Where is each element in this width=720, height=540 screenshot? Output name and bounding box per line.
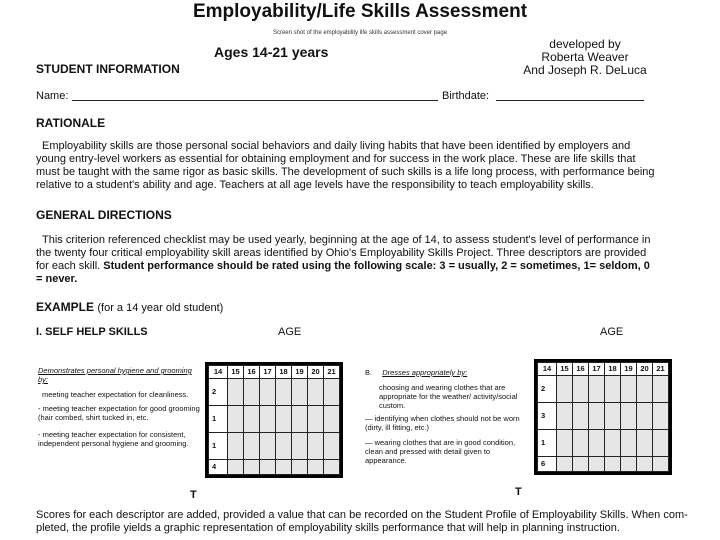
footer-line: pleted, the profile yields a graphic representation of employability skills performance that will help in planning instruction. (36, 522, 620, 534)
total-row (209, 460, 340, 475)
age-cell: 16 (573, 363, 589, 376)
right-descriptor: choosing and wearing clothes that are appropriate for the weather/ activity/social custom. (379, 383, 518, 410)
score-cell[interactable]: 3 (538, 403, 557, 430)
rationale-heading: RATIONALE (36, 116, 106, 130)
footer-text (36, 509, 716, 535)
rationale-text (36, 140, 716, 192)
right-skill-title: Dresses appropriately by: (382, 368, 468, 377)
example-subtitle: (for a 14 year old student) (97, 302, 224, 314)
age-cell: 19 (621, 363, 637, 376)
left-score-grid (205, 362, 343, 478)
right-skill-title-row (365, 368, 520, 377)
right-skill-letter: B. (365, 368, 373, 377)
age-cell: 16 (244, 366, 260, 379)
developed-by-line: developed by (549, 37, 621, 51)
name-label: Name: (36, 90, 69, 102)
age-cell: 21 (653, 363, 669, 376)
left-descriptor: - meeting teacher expectation for consistent, independent personal hygiene and grooming. (38, 430, 189, 448)
age-cell: 18 (605, 363, 621, 376)
developed-by (520, 38, 650, 77)
total-row (538, 457, 669, 472)
right-skill-description (365, 368, 520, 465)
directions-line: This criterion referenced checklist may be used yearly, beginning at the age of 14, to assess student's level of performance in (42, 234, 651, 246)
right-descriptor: — identifying when clothes should not be worn (dirty, ill fitting, etc.) (365, 414, 520, 432)
age-cell: 17 (260, 366, 276, 379)
total-marker-left: T (190, 489, 197, 501)
left-skill-title: Demonstrates personal hygiene and grooming by: (38, 366, 192, 384)
age-header-row (538, 363, 669, 376)
bold-rating-scale: Student performance should be rated using the following scale: 3 = usually, 2 = sometimes, 1= seldom, 0 (103, 260, 650, 272)
developed-by-line: Roberta Weaver (541, 50, 629, 64)
total-cell[interactable]: 6 (538, 457, 557, 472)
rationale-line: must be taught with the same rigor as basic skills. The development of such skills is a life long process, with performance being (36, 166, 655, 178)
birthdate-label: Birthdate: (442, 90, 490, 102)
section-label: I. SELF HELP SKILLS (36, 326, 148, 338)
score-row (538, 376, 669, 403)
age-header-row (209, 366, 340, 379)
score-cell[interactable]: 2 (209, 379, 228, 406)
caption: Screen shot of the employability life skills assessment cover page (272, 30, 448, 36)
footer-line: Scores for each descriptor are added, provided a value that can be recorded on the Student Profile of Employability Skills. When com- (36, 509, 688, 521)
name-field[interactable] (72, 100, 438, 101)
age-cell: 21 (324, 366, 340, 379)
directions-line: = never. (36, 273, 78, 285)
directions-line: the twenty four critical employability skill areas identified by Ohio's Employability Skills Project. Three descriptors are provided (36, 247, 647, 259)
rationale-line: relative to a student's ability and age. Teachers at all age levels have the responsibility to teach employability skills. (36, 179, 594, 191)
document-title: Employability/Life Skills Assessment (192, 1, 528, 22)
score-row (209, 379, 340, 406)
score-row (538, 403, 669, 430)
score-cell[interactable]: 2 (538, 376, 557, 403)
age-cell: 15 (228, 366, 244, 379)
score-cell[interactable]: 1 (209, 406, 228, 433)
score-row (209, 406, 340, 433)
age-cell: 18 (276, 366, 292, 379)
left-skill-description (38, 366, 203, 448)
score-cell[interactable]: 1 (209, 433, 228, 460)
example-heading (36, 300, 223, 314)
left-descriptor: - meeting teacher expectation for good grooming (hair combed, shirt tucked in, etc. (38, 404, 200, 422)
rationale-line: young entry-level workers as essential for obtaining employment and for success in the work place. These are life skills that (36, 153, 636, 165)
right-score-grid (534, 359, 672, 475)
score-cell[interactable]: 1 (538, 430, 557, 457)
age-range: Ages 14-21 years (214, 44, 329, 60)
score-row (209, 433, 340, 460)
age-cell: 14 (209, 366, 228, 379)
age-cell: 20 (308, 366, 324, 379)
age-label-left: AGE (278, 326, 302, 338)
developed-by-line: And Joseph R. DeLuca (523, 63, 647, 77)
example-title: EXAMPLE (36, 300, 95, 314)
left-descriptor: meeting teacher expectation for cleanliness. (42, 390, 189, 399)
student-info-heading: STUDENT INFORMATION (36, 62, 180, 76)
right-descriptor: — wearing clothes that are in good condition, clean and pressed with detail given to appearance. (365, 438, 516, 465)
age-cell: 15 (557, 363, 573, 376)
score-row (538, 430, 669, 457)
age-cell: 20 (637, 363, 653, 376)
directions-line: for each skill. Student performance should be rated using the following scale: 3 = usually, 2 = sometimes, 1= seldom, 0 (36, 260, 650, 272)
rationale-line: Employability skills are those personal social behaviors and daily living habits that have been identified by employers and (42, 140, 631, 152)
age-cell: 14 (538, 363, 557, 376)
total-marker-right: T (515, 486, 522, 498)
directions-heading: GENERAL DIRECTIONS (36, 208, 172, 222)
total-cell[interactable]: 4 (209, 460, 228, 475)
age-label-right: AGE (600, 326, 624, 338)
age-cell: 17 (589, 363, 605, 376)
birthdate-field[interactable] (496, 100, 644, 101)
directions-text (36, 234, 716, 286)
age-cell: 19 (292, 366, 308, 379)
